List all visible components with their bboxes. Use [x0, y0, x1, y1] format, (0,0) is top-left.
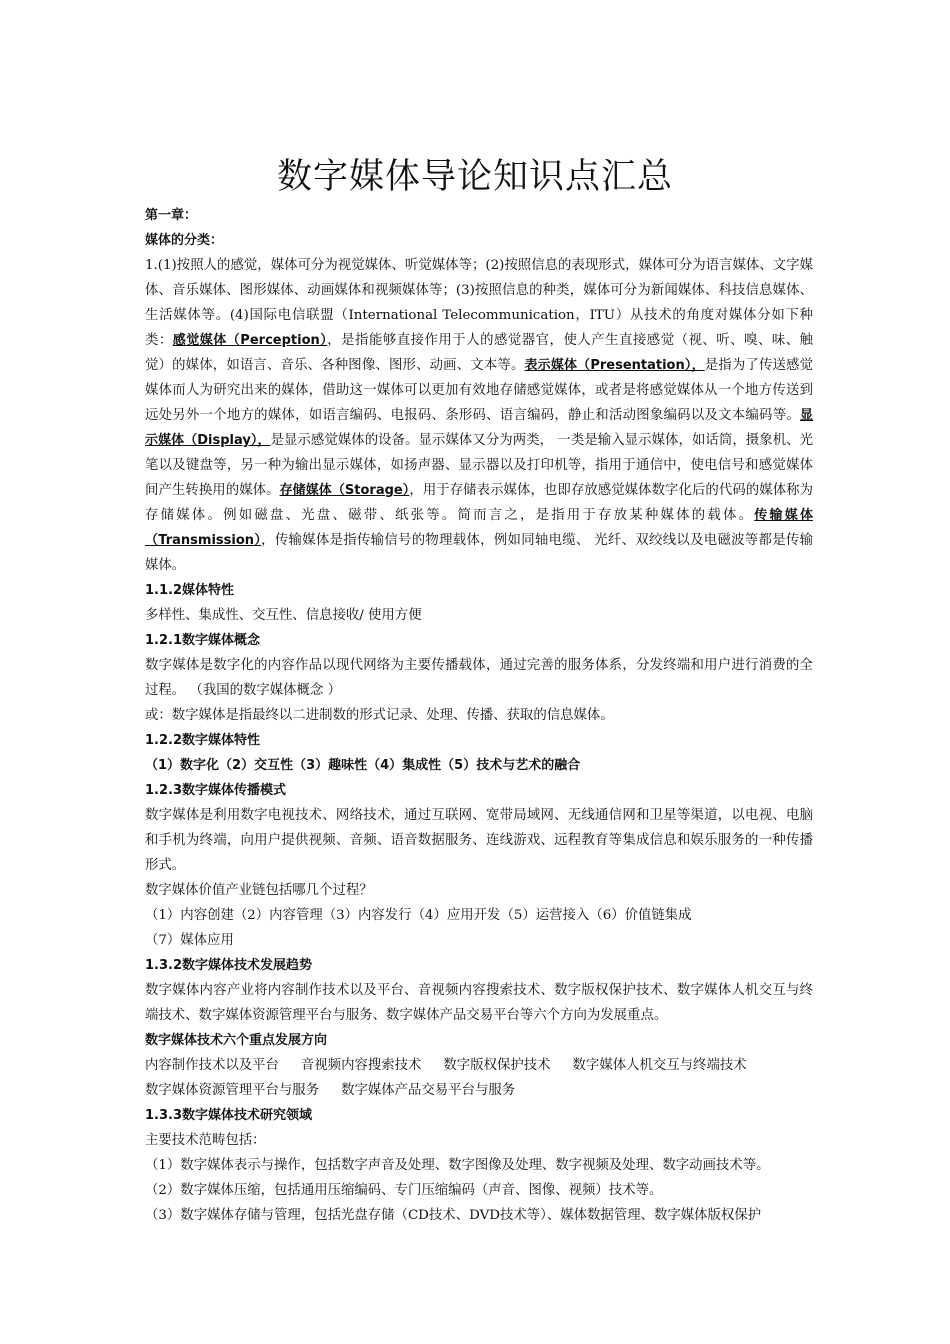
document-body: [145, 203, 813, 1228]
classification-text-1: 1.(1)按照人的感觉，媒体可分为视觉媒体、听觉媒体等；(2)按照信息的表现形式，媒体可分为语言媒体、文字媒体、音乐媒体、图形媒体、动画媒体和视频媒体等；(3)按照信息的种类，媒体可分为新闻媒体、科技信息媒体、生活媒体等。(4)国际电信联盟（International Telecommunication，ITU）从技术的角度对媒体分如下种类：: [145, 258, 813, 348]
six-directions-heading: 数字媒体技术六个重点发展方向: [145, 1033, 328, 1048]
section-heading-1-2-3: 1.2.3数字媒体传播模式: [145, 783, 287, 798]
term-perception: 感觉媒体（Perception）: [172, 333, 328, 348]
propagation-mode-text: 数字媒体是利用数字电视技术、网络技术，通过互联网、宽带局域网、无线通信网和卫星等渠道，以电视、电脑和手机为终端，向用户提供视频、音频、语音数据服务、连线游戏、远程教育等集成信息和娱乐服务的一种传播形式。: [145, 808, 813, 873]
term-display: 显示媒体（Display），: [145, 408, 813, 448]
direction-item: 数字媒体资源管理平台与服务: [145, 1083, 320, 1098]
classification-text-6: ，传输媒体是指传输信号的物理载体，例如同轴电缆、 光纤、双绞线以及电磁波等都是传输媒体。: [145, 533, 813, 573]
research-fields-intro: 主要技术范畴包括：: [145, 1133, 266, 1148]
research-field-item: （1）数字媒体表示与操作，包括数字声音及处理、数字图像及处理、数字视频及处理、数字动画技术等。: [145, 1158, 770, 1173]
section-heading-1-1-2: 1.1.2媒体特性: [145, 583, 235, 598]
section-heading-1-3-2: 1.3.2数字媒体技术发展趋势: [145, 958, 313, 973]
digital-media-features-text: （1）数字化（2）交互性（3）趣味性（4）集成性（5）技术与艺术的融合: [145, 758, 581, 773]
classification-text-4: 是显示感觉媒体的设备。显示媒体又分为两类， 一类是输入显示媒体，如话筒，摄象机、光笔以及键盘等，另一种为输出显示媒体，如扬声器、显示器以及打印机等，指用于通信中，使电信号和感觉媒体间产生转换用的媒体。: [145, 433, 813, 498]
classification-text-5: ，用于存储表示媒体，也即存放感觉媒体数字化后的代码的媒体称为存储媒体。例如磁盘、光盘、磁带、纸张等。简而言之，是指用于存放某种媒体的载体。: [145, 483, 813, 523]
section-heading-1-2-2: 1.2.2数字媒体特性: [145, 733, 261, 748]
value-chain-steps: （1）内容创建（2）内容管理（3）内容发行（4）应用开发（5）运营接入（6）价值链集成: [145, 908, 692, 923]
direction-item: 数字媒体产品交易平台与服务: [341, 1083, 516, 1098]
digital-media-concept-text: 数字媒体是数字化的内容作品以现代网络为主要传播载体，通过完善的服务体系，分发终端和用户进行消费的全过程。 （我国的数字媒体概念 ）: [145, 658, 813, 698]
term-transmission: 传输媒体（Transmission）: [145, 508, 813, 548]
term-presentation: 表示媒体（Presentation），: [524, 358, 705, 373]
media-classification-paragraph: [145, 253, 813, 578]
research-field-item: （2）数字媒体压缩，包括通用压缩编码、专门压缩编码（声音、图像、视频）技术等。: [145, 1183, 663, 1198]
section-heading-1-2-1: 1.2.1数字媒体概念: [145, 633, 261, 648]
value-chain-question: 数字媒体价值产业链包括哪几个过程？: [145, 883, 373, 898]
value-chain-steps-continued: （7）媒体应用: [145, 933, 234, 948]
research-field-item: （3）数字媒体存储与管理，包括光盘存储（CD技术、DVD技术等）、媒体数据管理、数字媒体版权保护: [145, 1208, 762, 1223]
development-trend-text: 数字媒体内容产业将内容制作技术以及平台、音视频内容搜索技术、数字版权保护技术、数字媒体人机交互与终端技术、数字媒体资源管理平台与服务、数字媒体产品交易平台等六个方向为发展重点。: [145, 983, 813, 1023]
six-directions-row-2: [145, 1078, 813, 1103]
section-heading-1-3-3: 1.3.3数字媒体技术研究领域: [145, 1108, 313, 1123]
direction-item: 数字媒体人机交互与终端技术: [572, 1058, 747, 1073]
digital-media-concept-alt-text: 或：数字媒体是指最终以二进制数的形式记录、处理、传播、获取的信息媒体。: [145, 708, 614, 723]
document-title: 数字媒体导论知识点汇总: [276, 157, 673, 197]
chapter-heading: 第一章：: [145, 208, 198, 223]
direction-item: 内容制作技术以及平台: [145, 1058, 279, 1073]
term-storage: 存储媒体（Storage）: [279, 483, 410, 498]
media-classification-heading: 媒体的分类：: [145, 233, 224, 248]
direction-item: 音视频内容搜索技术: [300, 1058, 422, 1073]
classification-text-3: 是指为了传送感觉媒体而人为研究出来的媒体，借助这一媒体可以更加有效地存储感觉媒体，或者是将感觉媒体从一个地方传送到远处另外一个地方的媒体，如语言编码、电报码、条形码、语言编码，静止和活动图象编码以及文本编码等。: [145, 358, 814, 423]
direction-item: 数字版权保护技术: [443, 1058, 551, 1073]
classification-text-2: ，是指能够直接作用于人的感觉器官，使人产生直接感觉（视、听、嗅、味、触 觉）的媒体，如语言、音乐、各种图像、图形、动画、文本等。: [145, 333, 814, 373]
six-directions-row-1: [145, 1053, 813, 1078]
media-features-text: 多样性、集成性、交互性、信息接收/ 使用方便: [145, 608, 422, 623]
